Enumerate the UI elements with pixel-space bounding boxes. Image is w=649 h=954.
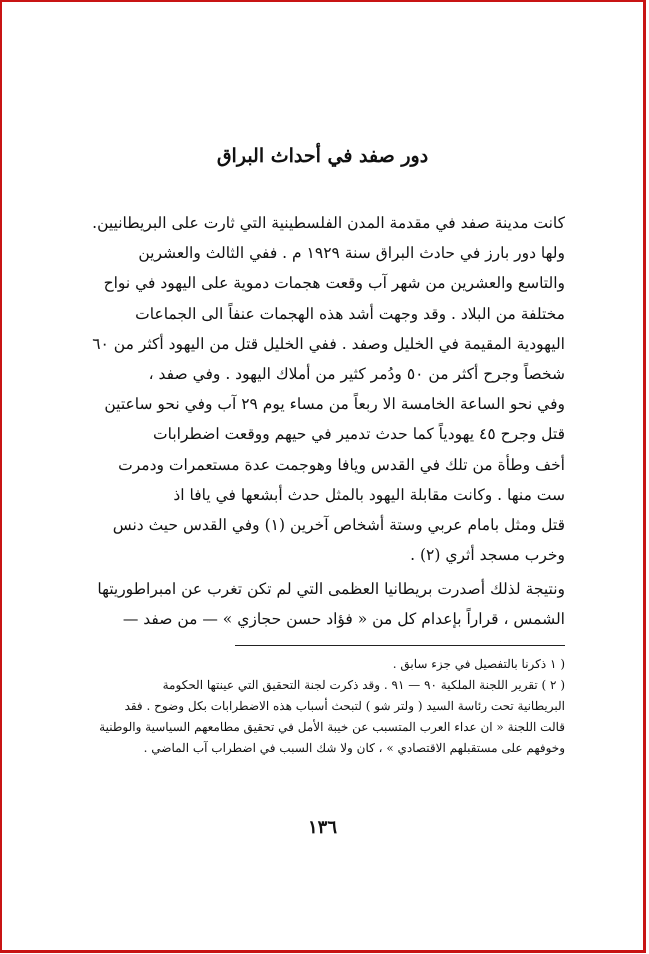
page-number: ١٣٦ bbox=[307, 817, 337, 838]
paragraph-1 bbox=[45, 208, 565, 570]
paragraph-line: الشمس ، قراراً بإعدام كل من « فؤاد حسن حجازي » — من صفد — bbox=[122, 610, 565, 629]
paragraph-line: اليهودية المقيمة في الخليل وصفد . ففي الخليل قتل من اليهود أكثر من ٦٠ bbox=[92, 334, 565, 353]
footnote-line: قالت اللجنة « ان عداء العرب المتسبب عن خيبة الأمل في تحقيق مطامعهم السياسية والوطنية bbox=[99, 720, 565, 734]
paragraph-line: وخرب مسجد أثري (٢) . bbox=[410, 546, 565, 565]
paragraph-line: أخف وطأة من تلك في القدس ويافا وهوجمت عدة مستعمرات ودمرت bbox=[118, 455, 565, 474]
paragraph-line: ونتيجة لذلك أصدرت بريطانيا العظمى التي لم تكن تغرب عن امبراطوريتها bbox=[97, 580, 565, 598]
paragraph-line: قتل وجرح ٤٥ يهودياً كما حدث تدمير في حيهم ووقعت اضطرابات bbox=[153, 425, 565, 444]
paragraph-line: قتل ومثل بامام عربي وستة أشخاص آخرين (١) وفي القدس حيث دنس bbox=[112, 516, 565, 535]
paragraph-line: والتاسع والعشرين من شهر آب وقعت هجمات دموية على اليهود في نواح bbox=[103, 274, 565, 293]
footnote-line: البريطانية تحت رئاسة السيد ( ولتر شو ) لتبحث أسباب هذه الاضطرابات بكل وضوح . فقد bbox=[124, 699, 565, 713]
paragraph-line: شخصاً وجرح أكثر من ٥٠ ودُمر كثير من أملاك اليهود . وفي صفد ، bbox=[148, 365, 565, 384]
paragraph-line: ولها دور بارز في حادث البراق سنة ١٩٢٩ م . ففي الثالث والعشرين bbox=[138, 244, 565, 263]
footnote-line: ( ٢ ) تقرير اللجنة الملكية ٩٠ — ٩١ . وقد ذكرت لجنة التحقيق التي عينتها الحكومة bbox=[162, 678, 565, 692]
footnote-line: وخوفهم على مستقبلهم الاقتصادي » ، كان ولا شك السبب في اضطراب آب الماضي . bbox=[143, 741, 565, 755]
paragraph-line: وفي نحو الساعة الخامسة الا ربعاً من مساء يوم ٢٩ آب وفي نحو ساعتين bbox=[104, 395, 565, 414]
paragraph-line: كانت مدينة صفد في مقدمة المدن الفلسطينية التي ثارت على البريطانيين. bbox=[92, 214, 565, 232]
document-page bbox=[2, 2, 643, 950]
paragraph-line: ست منها . وكانت مقابلة اليهود بالمثل حدث أبشعها في يافا اذ bbox=[173, 485, 565, 504]
paragraph-line: مختلفة من البلاد . وقد وجهت أشد هذه الهجمات عنفاً الى الجماعات bbox=[135, 304, 565, 323]
footnote-divider bbox=[235, 645, 565, 646]
page-title: دور صفد في أحداث البراق bbox=[216, 145, 429, 167]
footnote-line: ( ١ ذكرنا بالتفصيل في جزء سابق . bbox=[392, 657, 565, 671]
paragraph-2 bbox=[45, 574, 565, 634]
footnotes bbox=[45, 654, 565, 759]
